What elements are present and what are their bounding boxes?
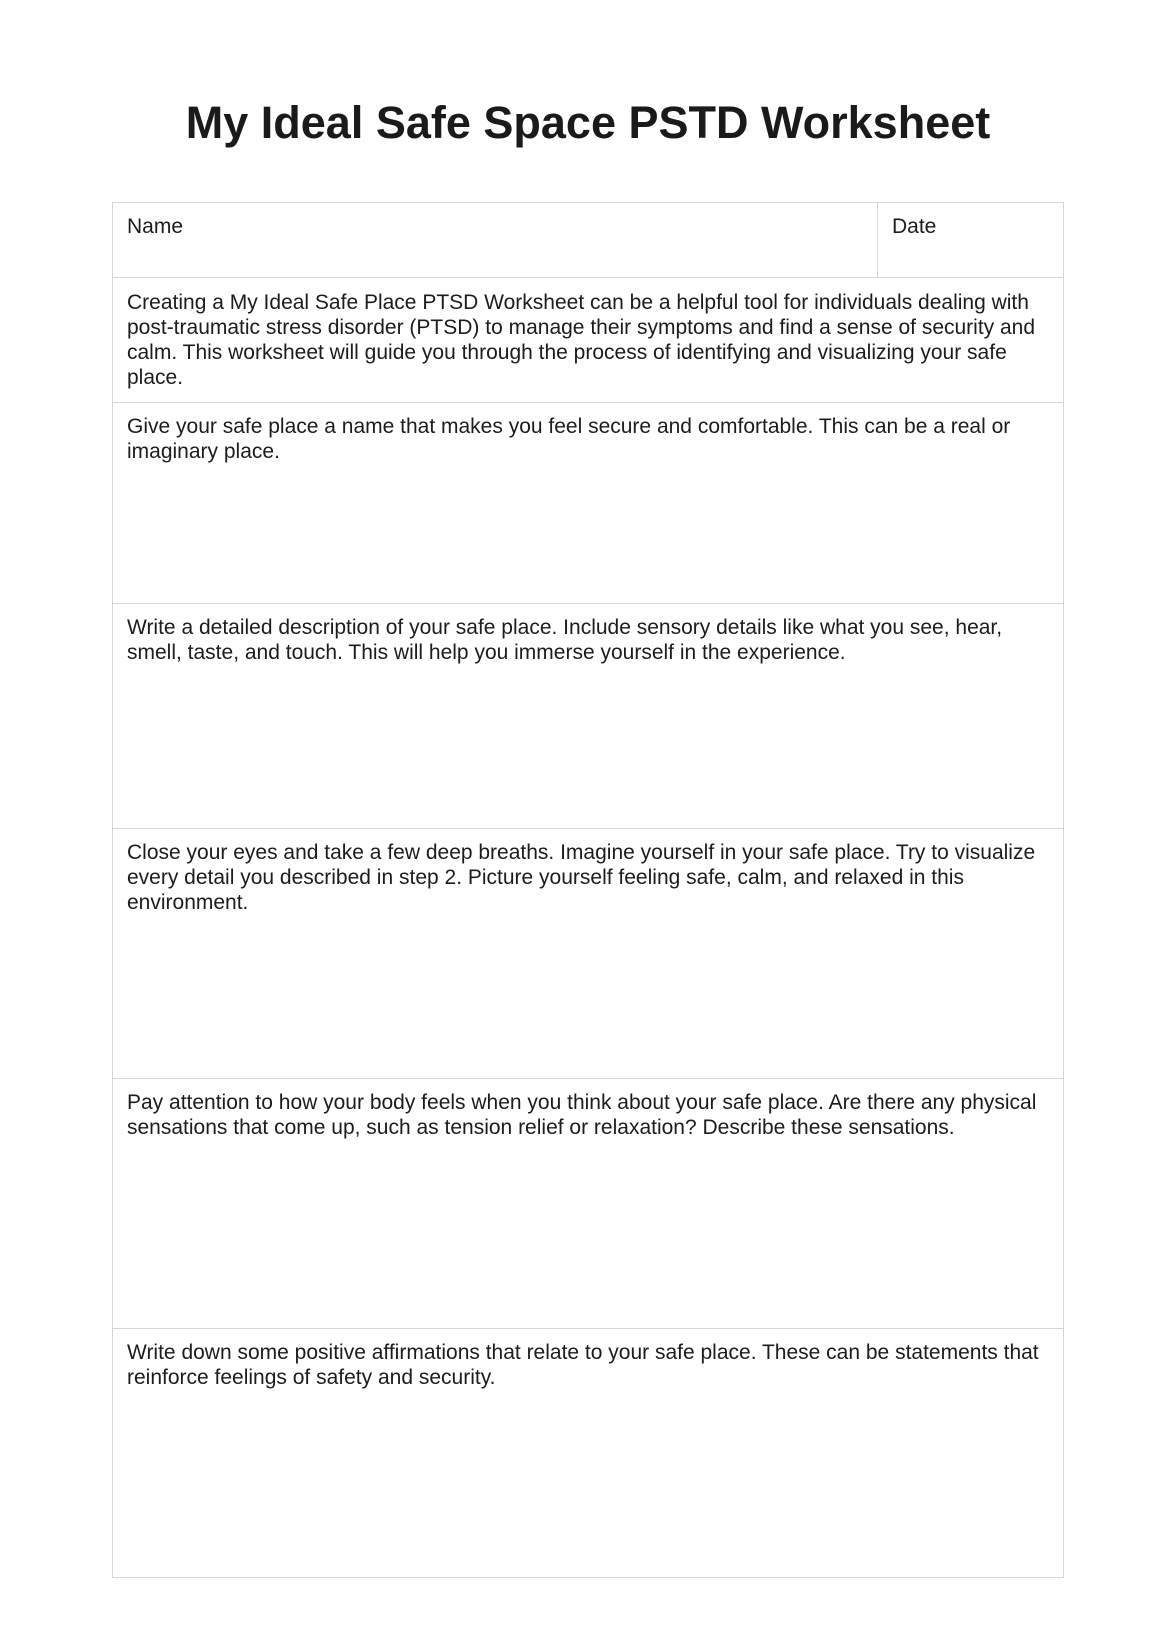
visualization-field[interactable] — [113, 829, 1063, 1078]
section-prompt: Give your safe place a name that makes you feel secure and comfortable. This can be a real or imaginary place. — [127, 415, 1011, 463]
body-sensations-field[interactable] — [113, 1079, 1063, 1328]
section-safe-place-name — [113, 403, 1063, 604]
intro-cell — [113, 278, 1063, 402]
intro-row — [113, 278, 1063, 403]
section-description — [113, 604, 1063, 829]
worksheet-title: My Ideal Safe Space PSTD Worksheet — [185, 97, 991, 148]
affirmations-field[interactable] — [113, 1329, 1063, 1577]
section-prompt: Write a detailed description of your safe place. Include sensory details like what you see, hear, smell, taste, and touch. This will help you immerse yourself in the experience. — [127, 616, 1003, 664]
intro-text: Creating a My Ideal Safe Place PTSD Worksheet can be a helpful tool for individuals dealing with post-traumatic stress disorder (PTSD) to manage their symptoms and find a sense of security and calm. This worksheet will guide you through the process of identifying and visualizing your safe place. — [127, 291, 1036, 389]
safe-place-name-field[interactable] — [113, 403, 1063, 603]
date-field[interactable] — [878, 203, 1063, 277]
name-label: Name — [127, 215, 184, 238]
worksheet-table — [112, 202, 1064, 1578]
section-affirmations — [113, 1329, 1063, 1577]
name-field[interactable] — [113, 203, 878, 277]
name-date-row — [113, 203, 1063, 278]
section-prompt: Pay attention to how your body feels when you think about your safe place. Are there any physical sensations that come up, such as tension relief or relaxation? Describe these sensations. — [127, 1091, 1037, 1139]
section-visualization — [113, 829, 1063, 1079]
section-prompt: Write down some positive affirmations that relate to your safe place. These can be statements that reinforce feelings of safety and security. — [127, 1341, 1039, 1389]
section-prompt: Close your eyes and take a few deep breaths. Imagine yourself in your safe place. Try to visualize every detail you described in step 2. Picture yourself feeling safe, calm, and relaxed in this environment. — [127, 841, 1036, 914]
section-body-sensations — [113, 1079, 1063, 1329]
description-field[interactable] — [113, 604, 1063, 828]
date-label: Date — [892, 215, 937, 238]
